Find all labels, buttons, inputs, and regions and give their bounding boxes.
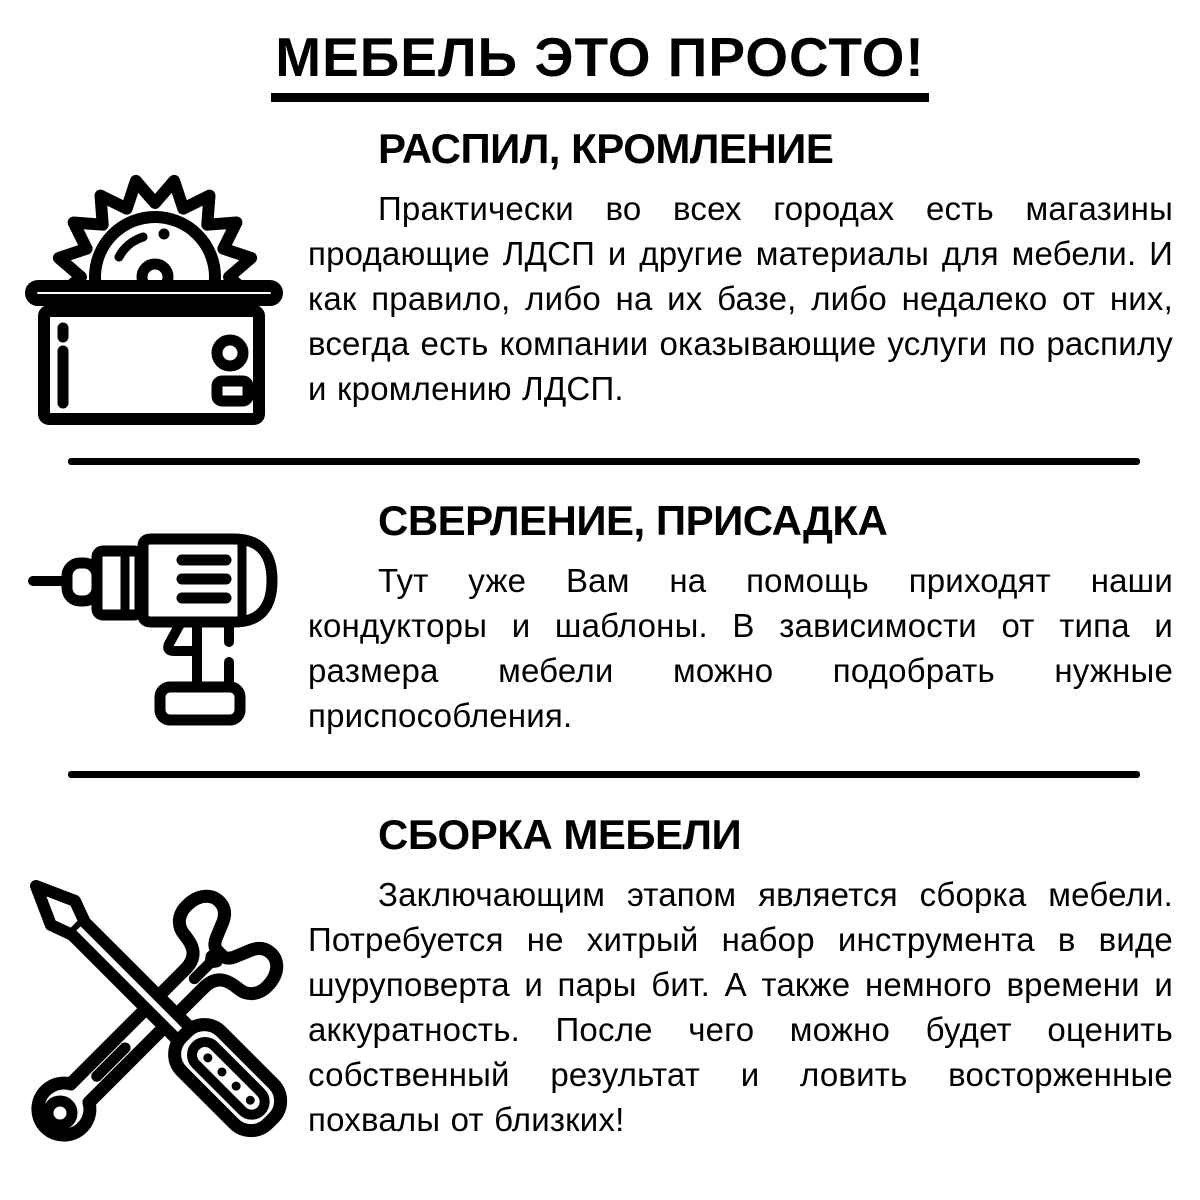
saw-table [31, 286, 277, 419]
page-title [0, 26, 1200, 102]
section-raspil [308, 126, 1173, 411]
section-body-text: Тут уже Вам на помощь приходят наши кондукторы и шаблоны. В зависимости от типа и размера мебели можно подобрать нужные приспособления. [308, 562, 1173, 734]
screwdriver-wrench-icon [26, 866, 292, 1152]
section-heading: РАСПИЛ, КРОМЛЕНИЕ [378, 125, 834, 172]
divider [68, 771, 1140, 778]
drill-battery [160, 687, 240, 720]
section-sverlenie [308, 498, 1173, 738]
section-heading: СБОРКА МЕБЕЛИ [378, 811, 742, 858]
section-heading: СВЕРЛЕНИЕ, ПРИСАДКА [378, 497, 888, 544]
section-sborka [308, 812, 1173, 1142]
section-body-text: Практически во всех городах есть магазины продающие ЛДСП и другие материалы для мебели. И как правило, либо на их базе, либо недалеко от них, всегда есть компании оказывающие услуги по распилу и кромлению ЛДСП. [308, 190, 1173, 407]
drill-trigger [168, 624, 193, 651]
drill-icon [30, 535, 275, 727]
divider [68, 458, 1140, 465]
section-body-text: Заключающим этапом является сборка мебели. Потребуется не хитрый набор инструмента в виде шуруповерта и пары бит. А также немного времени и аккуратность. После чего можно будет оценить собственный результат и ловить восторженные похвалы от близких! [308, 876, 1173, 1138]
page-title-text: МЕБЕЛЬ ЭТО ПРОСТО! [271, 26, 928, 102]
table-saw-icon [25, 165, 283, 427]
